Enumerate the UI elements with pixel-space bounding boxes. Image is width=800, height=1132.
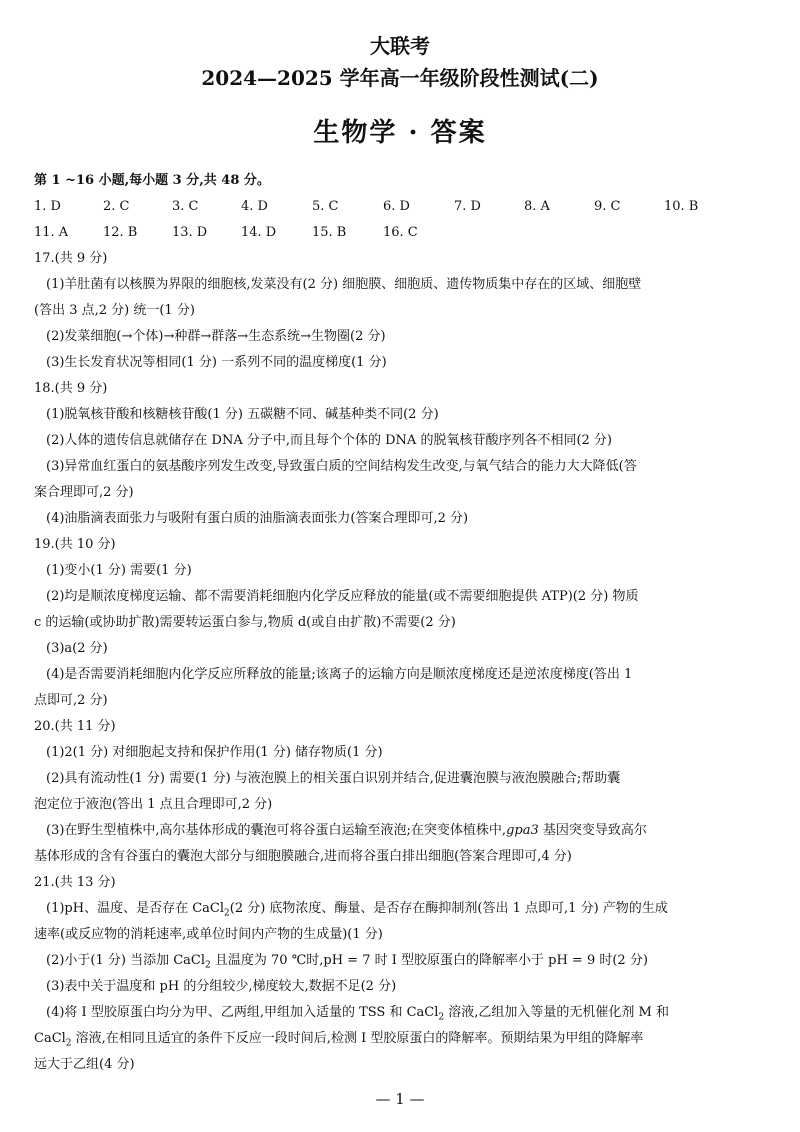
- q18-line: (2)人体的遗传信息就储存在 DNA 分子中,而且每个个体的 DNA 的脱氧核苷酸序列各不相同(2 分): [46, 433, 612, 448]
- q21-line: [46, 900, 668, 923]
- q18-line: (3)异常血红蛋白的氨基酸序列发生改变,导致蛋白质的空间结构发生改变,与氧气结合的能力大大降低(答: [46, 459, 637, 474]
- mc-answer-8: 8. A: [524, 199, 550, 214]
- q18-line: (4)油脂滴表面张力与吸附有蛋白质的油脂滴表面张力(答案合理即可,2 分): [46, 511, 469, 526]
- q17-line: (答出 3 点,2 分) 统一(1 分): [34, 303, 195, 318]
- mc-answer-10: 10. B: [664, 199, 699, 214]
- mc-answer-5: 5. C: [312, 199, 339, 214]
- q20-text: (3)在野生型植株中,高尔基体形成的囊泡可将谷蛋白运输至液泡;在突变体植株中,: [46, 823, 507, 838]
- q20-line: (1)2(1 分) 对细胞起支持和保护作用(1 分) 储存物质(1 分): [46, 745, 383, 760]
- exam-subtitle: 2024—2025 学年高一年级阶段性测试(二): [201, 66, 599, 90]
- page-title: 生物学 · 答案: [313, 118, 487, 148]
- q21-heading: 21.(共 13 分): [34, 875, 116, 890]
- q18-heading: 18.(共 9 分): [34, 381, 108, 396]
- subscript: 2: [65, 1038, 72, 1049]
- mc-answer-15: 15. B: [312, 225, 347, 240]
- q19-line: (4)是否需要消耗细胞内化学反应所释放的能量;该离子的运输方向是顺浓度梯度还是逆浓度梯度(答出 1: [46, 667, 633, 682]
- q21-text: (1)pH、温度、是否存在 CaCl: [46, 901, 225, 916]
- q20-line: (2)具有流动性(1 分) 需要(1 分) 与液泡膜上的相关蛋白识别并结合,促进囊泡膜与液泡膜融合;帮助囊: [46, 771, 621, 786]
- mc-answer-4: 4. D: [241, 199, 268, 214]
- mc-answer-3: 3. C: [172, 199, 199, 214]
- q20-line: [46, 822, 647, 840]
- mc-answer-14: 14. D: [241, 225, 277, 240]
- q20-heading: 20.(共 11 分): [34, 719, 116, 734]
- q19-line: 点即可,2 分): [34, 693, 108, 708]
- q21-text: CaCl: [34, 1031, 66, 1046]
- q19-line: (1)变小(1 分) 需要(1 分): [46, 563, 192, 578]
- q17-line: (3)生长发育状况等相同(1 分) 一系列不同的温度梯度(1 分): [46, 355, 387, 370]
- q21-line: 远大于乙组(4 分): [34, 1057, 135, 1072]
- mc-answer-6: 6. D: [383, 199, 410, 214]
- q21-text: 且温度为 70 ℃时,pH = 7 时 I 型胶原蛋白的降解率小于 pH = 9 时(2 分): [210, 953, 648, 968]
- subscript: 2: [205, 960, 211, 971]
- mc-intro: 第 1 ~16 小题,每小题 3 分,共 48 分。: [34, 173, 270, 188]
- q18-line: (1)脱氧核苷酸和核糖核苷酸(1 分) 五碳糖不同、碱基种类不同(2 分): [46, 407, 439, 422]
- q21-text: (4)将 I 型胶原蛋白均分为甲、乙两组,甲组加入适量的 TSS 和 CaCl: [46, 1005, 439, 1020]
- q17-line: (2)发菜细胞(→个体)→种群→群落→生态系统→生物圈(2 分): [46, 329, 386, 344]
- q21-text: 溶液,在相同且适宜的条件下反应一段时间后,检测 I 型胶原蛋白的降解率。预期结果为甲组的降解率: [71, 1031, 644, 1046]
- mc-answer-13: 13. D: [172, 225, 208, 240]
- q20-text: 基因突变导致高尔: [538, 823, 647, 838]
- mc-answer-16: 16. C: [383, 225, 418, 240]
- subscript: 2: [224, 908, 230, 919]
- mc-answer-1: 1. D: [34, 199, 61, 214]
- q21-line: [46, 1004, 669, 1027]
- subscript: 2: [438, 1012, 445, 1023]
- q21-line: (3)表中关于温度和 pH 的分组较少,梯度较大,数据不足(2 分): [46, 979, 397, 994]
- q17-heading: 17.(共 9 分): [34, 251, 108, 266]
- q19-line: (2)均是顺浓度梯度运输、都不需要消耗细胞内化学反应释放的能量(或不需要细胞提供 ATP)(2 分) 物质: [46, 589, 639, 604]
- q21-line: [34, 1030, 643, 1053]
- q21-line: [46, 952, 648, 975]
- q20-line: 基体形成的含有谷蛋白的囊泡大部分与细胞膜融合,进而将谷蛋白排出细胞(答案合理即可,4 分): [34, 849, 572, 864]
- q21-text: (2 分) 底物浓度、酶量、是否存在酶抑制剂(答出 1 点即可,1 分) 产物的生成: [229, 901, 668, 916]
- q21-line: 速率(或反应物的消耗速率,或单位时间内产物的生成量)(1 分): [34, 927, 383, 942]
- mc-answer-7: 7. D: [454, 199, 481, 214]
- page-number: — 1 —: [375, 1090, 425, 1108]
- gene-name: gpa3: [506, 823, 539, 838]
- mc-answer-9: 9. C: [594, 199, 621, 214]
- q19-heading: 19.(共 10 分): [34, 537, 116, 552]
- q21-text: (2)小于(1 分) 当添加 CaCl: [46, 953, 206, 968]
- q19-line: (3)a(2 分): [46, 641, 108, 656]
- mc-answer-2: 2. C: [103, 199, 130, 214]
- q20-line: 泡定位于液泡(答出 1 点且合理即可,2 分): [34, 797, 273, 812]
- mc-answer-12: 12. B: [103, 225, 138, 240]
- mc-answer-11: 11. A: [34, 225, 69, 240]
- q17-line: (1)羊肚菌有以核膜为界限的细胞核,发菜没有(2 分) 细胞膜、细胞质、遗传物质集中存在的区域、细胞壁: [46, 277, 642, 292]
- q21-text: 溶液,乙组加入等量的无机催化剂 M 和: [444, 1005, 669, 1020]
- q19-line: c 的运输(或协助扩散)需要转运蛋白参与,物质 d(或自由扩散)不需要(2 分): [34, 615, 456, 630]
- exam-name: 大联考: [370, 34, 430, 58]
- q18-line: 案合理即可,2 分): [34, 485, 134, 500]
